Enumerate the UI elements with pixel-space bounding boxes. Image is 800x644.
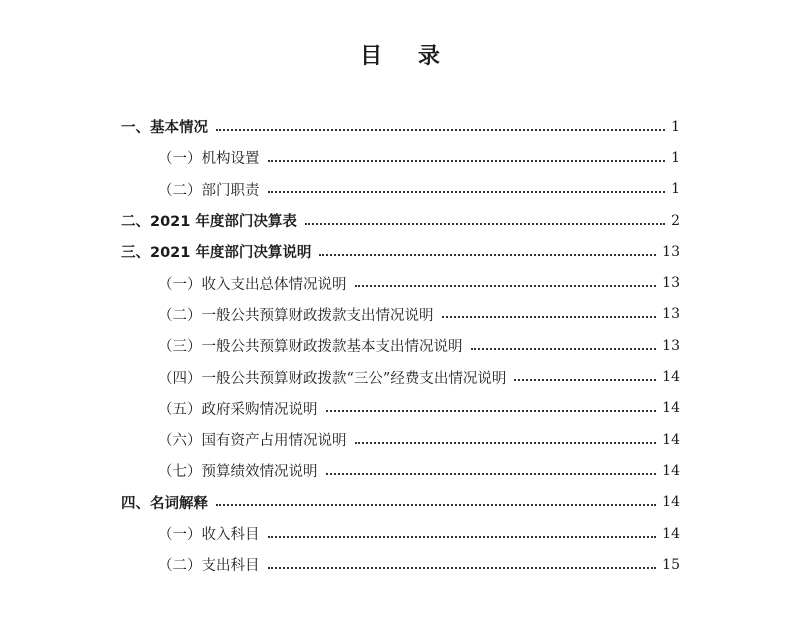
toc-entry-label: 二、2021 年度部门决算表 (121, 214, 297, 231)
toc-entry-basic-situation[interactable] (0, 111, 800, 142)
dot-leader (514, 379, 656, 381)
toc-page-number: 2 (671, 212, 680, 229)
toc-entry-label: （五）政府采购情况说明 (158, 401, 318, 418)
toc-entry-department-duties[interactable] (0, 174, 800, 205)
toc-entry-income-expenditure-overview[interactable] (0, 267, 800, 298)
toc-page-number: 1 (671, 118, 680, 135)
toc-entry-final-accounts-explanation[interactable] (0, 236, 800, 267)
toc-page-number: 14 (662, 525, 680, 542)
toc-entry-glossary[interactable] (0, 487, 800, 518)
dot-leader (355, 285, 657, 287)
page-title: 目 录 (360, 44, 454, 69)
toc-page-number: 14 (662, 369, 680, 386)
dot-leader (326, 410, 657, 412)
dot-leader (442, 316, 657, 318)
dot-leader (355, 442, 657, 444)
toc-entry-label: （二）支出科目 (158, 558, 260, 575)
toc-page-number: 13 (662, 337, 680, 354)
dot-leader (326, 473, 657, 475)
table-of-contents (0, 111, 800, 580)
toc-page-number: 15 (662, 556, 680, 573)
toc-entry-label: 四、名词解释 (121, 495, 208, 512)
dot-leader (305, 223, 665, 225)
toc-entry-label: （三）一般公共预算财政拨款基本支出情况说明 (158, 339, 463, 356)
toc-entry-label: （一）收入支出总体情况说明 (158, 276, 347, 293)
toc-entry-general-budget-expenditure[interactable] (0, 299, 800, 330)
toc-entry-label: （一）收入科目 (158, 527, 260, 543)
toc-entry-label: （二）部门职责 (158, 182, 260, 199)
toc-page-number: 13 (662, 243, 680, 260)
toc-entry-label: 一、基本情况 (121, 120, 208, 137)
dot-leader (268, 536, 657, 538)
toc-page-number: 13 (662, 275, 680, 292)
dot-leader (216, 504, 656, 506)
toc-entry-institution-setup[interactable] (0, 142, 800, 173)
toc-entry-government-procurement[interactable] (0, 393, 800, 424)
dot-leader (216, 129, 665, 131)
toc-entry-three-public-expenses[interactable] (0, 361, 800, 392)
toc-page-number: 14 (662, 462, 680, 479)
toc-entry-general-budget-basic-expenditure[interactable] (0, 330, 800, 361)
toc-entry-label: （六）国有资产占用情况说明 (158, 433, 347, 450)
toc-page-number: 1 (671, 149, 680, 166)
toc-page-number: 14 (662, 400, 680, 417)
dot-leader (471, 348, 657, 350)
toc-entry-label: 三、2021 年度部门决算说明 (121, 245, 312, 262)
toc-entry-budget-performance[interactable] (0, 455, 800, 486)
toc-entry-final-accounts-tables[interactable] (0, 205, 800, 236)
toc-page-number: 13 (662, 306, 680, 323)
toc-page-number: 1 (671, 181, 680, 198)
toc-entry-state-assets[interactable] (0, 424, 800, 455)
dot-leader (268, 191, 666, 193)
toc-entry-expenditure-items[interactable] (0, 549, 800, 580)
toc-entry-label: （二）一般公共预算财政拨款支出情况说明 (158, 307, 434, 324)
toc-entry-label: （四）一般公共预算财政拨款“三公”经费支出情况说明 (158, 370, 507, 387)
toc-entry-label: （七）预算绩效情况说明 (158, 464, 318, 481)
dot-leader (268, 567, 657, 569)
toc-page-number: 14 (662, 494, 680, 511)
toc-entry-income-items[interactable] (0, 518, 800, 549)
dot-leader (268, 160, 666, 162)
dot-leader (319, 254, 656, 256)
toc-page-number: 14 (662, 431, 680, 448)
toc-entry-label: （一）机构设置 (158, 151, 260, 168)
